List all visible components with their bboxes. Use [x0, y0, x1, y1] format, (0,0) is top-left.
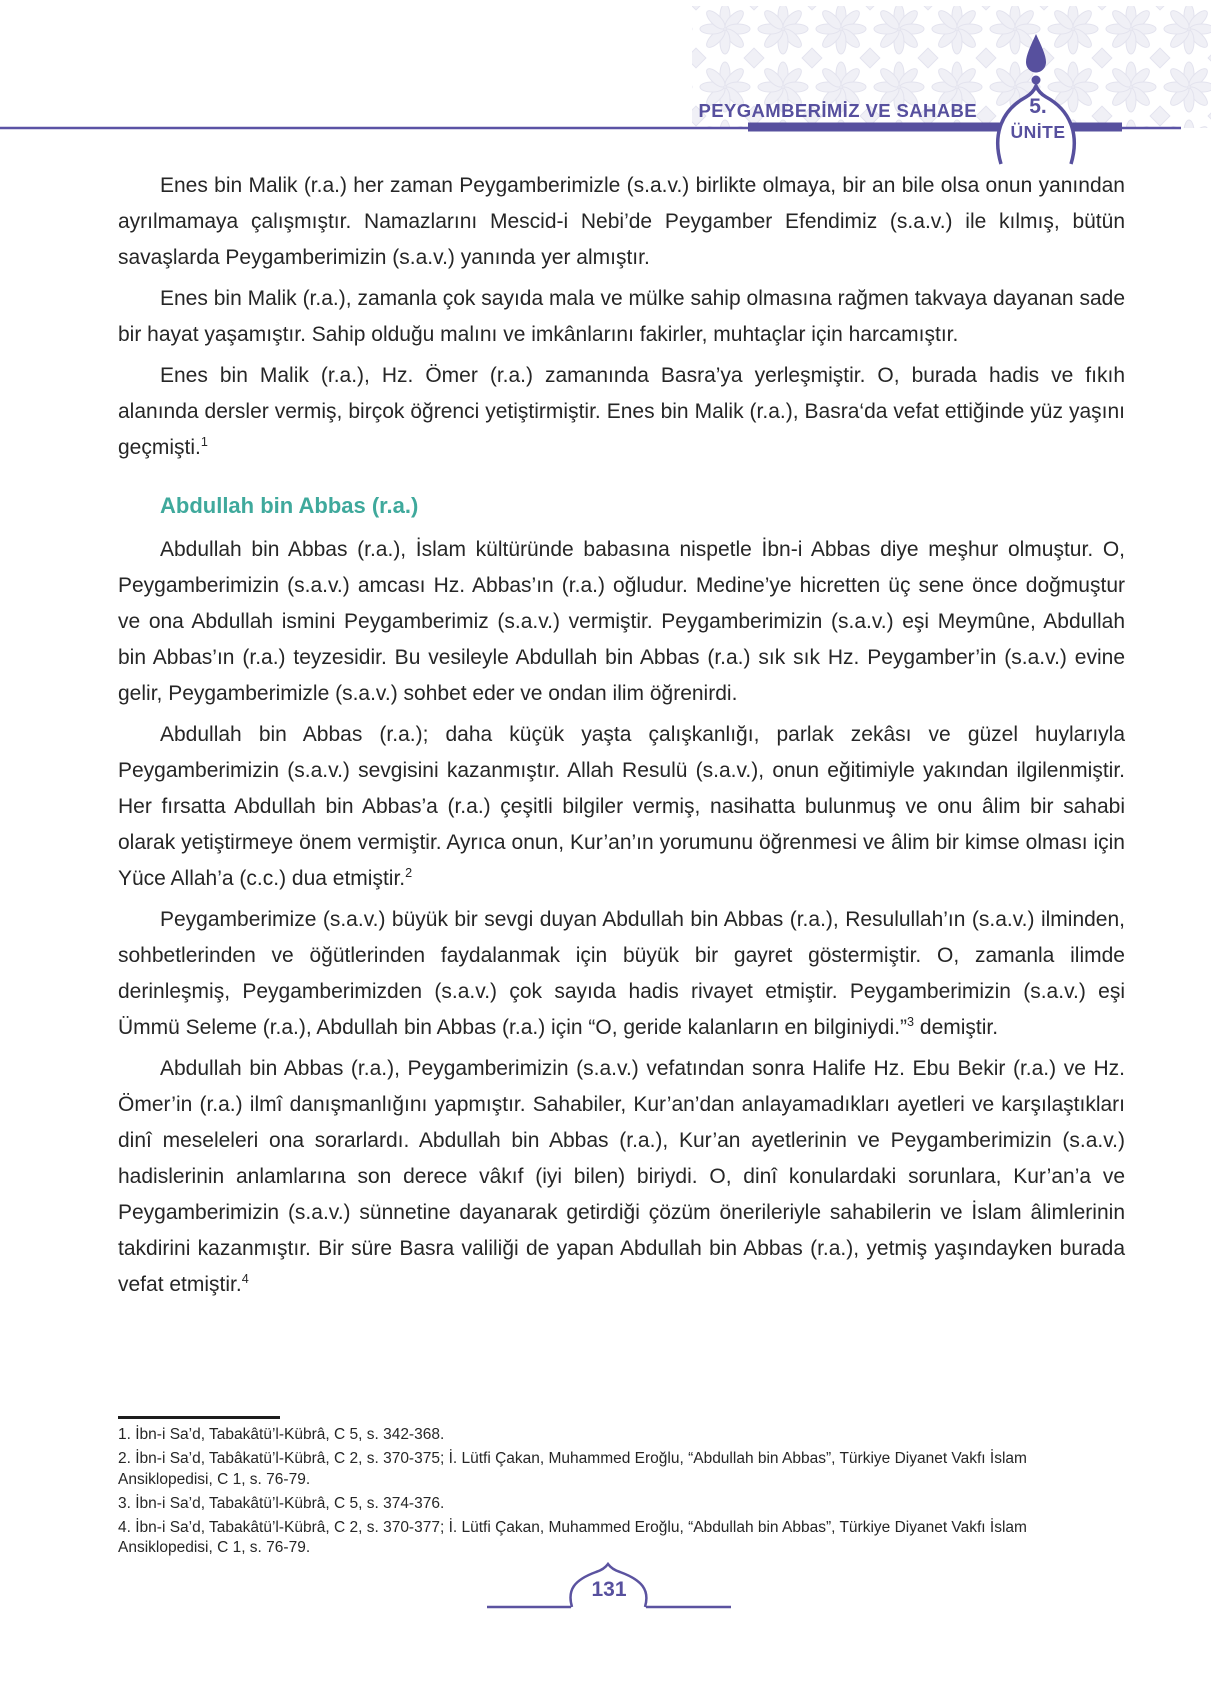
paragraph-text: Enes bin Malik (r.a.), zamanla çok sayıda mala ve mülke sahip olmasına rağmen takvaya dayanan sade bir hayat yaşamıştır. Sahip olduğu malını ve imkânlarını fakirler, muhtaçlar için harcamıştır.: [118, 287, 1125, 346]
paragraph-text: Enes bin Malik (r.a.), Hz. Ömer (r.a.) zamanında Basra’ya yerleşmiştir. O, burada hadis ve fıkıh alanında dersler vermiş, birçok öğrenci yetiştirmiştir. Enes bin Malik (r.a.), Basra‘da vefat ettiğinde yüz yaşını geçmişti.: [118, 364, 1125, 459]
paragraph: [118, 168, 1125, 276]
unit-number: 5.: [1029, 95, 1047, 118]
page-body: [118, 168, 1125, 1308]
paragraph-text-after: demiştir.: [914, 1016, 999, 1039]
paragraph-text: Abdullah bin Abbas (r.a.); daha küçük yaşta çalışkanlığı, parlak zekâsı ve güzel huylarıyla Peygamberimizin (s.a.v.) sevgisini kazanmıştır. Allah Resulü (s.a.v.), onun eğitimiyle yakından ilgilenmiştir. Her fırsatta Abdullah bin Abbas’a (r.a.) çeşitli bilgiler vermiş, nasihatta bulunmuş ve onu âlim bir sahabi olarak yetiştirmeye önem vermiştir. Ayrıca onun, Kur’an’ın yorumunu öğrenmesi ve âlim bir kimse olması için Yüce Allah’a (c.c.) dua etmiştir.: [118, 723, 1125, 890]
footnote: 4. İbn-i Sa’d, Tabakâtü’l-Kübrâ, C 2, s. 370-377; İ. Lütfi Çakan, Muhammed Eroğlu, “Abdullah bin Abbas”, Türkiye Diyanet Vakfı İslam Ansiklopedisi, C 1, s. 76-79.: [118, 1518, 1027, 1556]
paragraph-text: Abdullah bin Abbas (r.a.), Peygamberimizin (s.a.v.) vefatından sonra Halife Hz. Ebu Bekir (r.a.) ve Hz. Ömer’in (r.a.) ilmî danışmanlığını yapmıştır. Sahabiler, Kur’an’dan anlayamadıkları ayetleri ve karşılaştıkları dinî meseleleri ona sorarlardı. Abdullah bin Abbas (r.a.), Kur’an ayetlerinin ve Peygamberimizin (s.a.v.) hadislerinin anlamlarına son derece vâkıf (iyi bilen) biriydi. O, dinî konulardaki sorunlara, Kur’an’a ve Peygamberimizin (s.a.v.) sünnetine dayanarak getirdiği çözüm önerileriyle sahabilerin ve İslam âlimlerinin takdirini kazanmıştır. Bir süre Basra valiliği de yapan Abdullah bin Abbas (r.a.), yetmiş yaşındayken burada vefat etmiştir.: [118, 1057, 1125, 1296]
footnote-ref: 3: [907, 1015, 915, 1029]
section-heading: Abdullah bin Abbas (r.a.): [160, 493, 419, 518]
paragraph: [118, 532, 1125, 712]
paragraph: [118, 717, 1125, 897]
paragraph: [118, 281, 1125, 353]
header-decoration: [0, 0, 1211, 175]
unit-label: ÜNİTE: [1010, 122, 1066, 142]
dome-finial-dot: [1032, 76, 1041, 85]
paragraph-text: Abdullah bin Abbas (r.a.), İslam kültüründe babasına nispetle İbn-i Abbas diye meşhur olmuştur. O, Peygamberimizin (s.a.v.) amcası Hz. Abbas’ın (r.a.) oğludur. Medine’ye hicretten üç sene önce doğmuştur ve ona Abdullah ismini Peygamberimiz (s.a.v.) vermiştir. Peygamberimizin (s.a.v.) eşi Meymûne, Abdullah bin Abbas’ın (r.a.) teyzesidir. Bu vesileyle Abdullah bin Abbas (r.a.) sık sık Hz. Peygamber’in (s.a.v.) evine gelir, Peygamberimizle (s.a.v.) sohbet eder ve ondan ilim öğrenirdi.: [118, 538, 1125, 705]
footnote: 1. İbn-i Sa’d, Tabakâtü’l-Kübrâ, C 5, s. 342-368.: [118, 1426, 445, 1443]
paragraph-text: Peygamberimize (s.a.v.) büyük bir sevgi duyan Abdullah bin Abbas (r.a.), Resulullah’ın (s.a.v.) ilminden, sohbetlerinden ve öğütlerinden faydalanmak için büyük bir gayret göstermiştir. O, zamanla ilimde derinleşmiş, Peygamberimizden (s.a.v.) çok sayıda hadis rivayet etmiştir. Peygamberimizin (s.a.v.) eşi Ümmü Seleme (r.a.), Abdullah bin Abbas (r.a.) için “O, geride kalanların en bilginiydi.”: [118, 908, 1125, 1039]
page-number: 131: [591, 1578, 627, 1601]
paragraph: [118, 1051, 1125, 1303]
paragraph: [118, 358, 1125, 466]
footnote: 2. İbn-i Sa’d, Tabâkatü’l-Kübrâ, C 2, s. 370-375; İ. Lütfi Çakan, Muhammed Eroğlu, “Abdullah bin Abbas”, Türkiye Diyanet Vakfı İslam Ansiklopedisi, C 1, s. 76-79.: [118, 1450, 1027, 1488]
paragraph: [118, 902, 1125, 1046]
chapter-title: PEYGAMBERİMİZ VE SAHABE: [698, 100, 977, 121]
footnote-ref: 2: [405, 866, 413, 880]
footnote-separator: [118, 1416, 280, 1419]
paragraph-text: Enes bin Malik (r.a.) her zaman Peygamberimizle (s.a.v.) birlikte olmaya, bir an bile olsa onun yanından ayrılmamaya çalışmıştır. Namazlarını Mescid-i Nebi’de Peygamber Efendimiz (s.a.v.) ile kılmış, bütün savaşlarda Peygamberimizin (s.a.v.) yanında yer almıştır.: [118, 174, 1125, 269]
footnote: 3. İbn-i Sa’d, Tabakâtü’l-Kübrâ, C 5, s. 374-376.: [118, 1494, 445, 1512]
footnote-ref: 1: [200, 435, 208, 449]
footnote-ref: 4: [241, 1272, 249, 1286]
